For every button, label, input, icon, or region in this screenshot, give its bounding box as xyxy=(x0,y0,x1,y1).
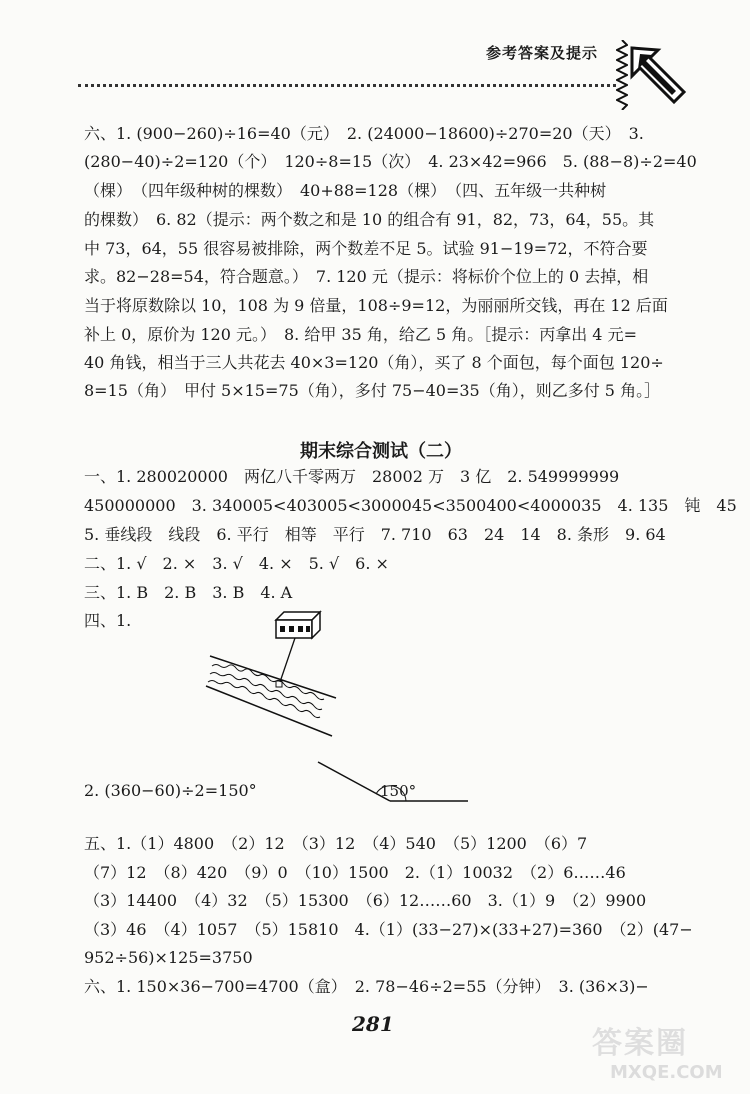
part-2-line: 二、1. √ 2. × 3. √ 4. × 5. √ 6. × xyxy=(84,554,389,573)
page-number: 281 xyxy=(352,1012,394,1036)
house-icon xyxy=(276,612,320,638)
section-6-line: 求。82−28=54，符合题意。） 7. 120 元（提示：将标价个位上的 0 去掉，相 xyxy=(84,267,649,286)
part-1-line: 一、1. 280020000 两亿八千零两万 28002 万 3 亿 2. 549999999 xyxy=(84,467,620,486)
header-divider xyxy=(78,84,616,87)
part-5-line: 五、1.（1）4800 （2）12 （3）12 （4）540 （5）1200 （6）7 xyxy=(84,834,588,853)
part-6-line: 六、1. 150×36−700=4700（盒） 2. 78−46÷2=55（分钟） 3. (36×3)− xyxy=(84,977,649,996)
part-4-label: 四、1. xyxy=(84,611,132,630)
exam-title: 期末综合测试（二） xyxy=(300,441,462,462)
part-1-line: 5. 垂线段 线段 6. 平行 相等 平行 7. 710 63 24 14 8. 条形 9. 64 xyxy=(84,525,666,544)
section-6-line: 8=15（角） 甲付 5×15=75（角），多付 75−40=35（角），则乙多付 5 角。］ xyxy=(84,381,661,400)
section-6-line: 中 73，64，55 很容易被排除，两个数差不足 5。试验 91−19=72，不符合要 xyxy=(84,239,648,258)
section-6-line: 补上 0，原价为 120 元。） 8. 给甲 35 角，给乙 5 角。［提示：丙拿出 4 元= xyxy=(84,325,637,344)
section-6-line: 六、1. (900−260)÷16=40（元） 2. (24000−18600)÷270=20（天） 3. xyxy=(84,124,644,143)
part-4-q2: 2. (360−60)÷2=150° xyxy=(84,781,257,800)
part-5-line: （7）12 （8）420 （9）0 （10）1500 2.（1）10032 （2）6……46 xyxy=(84,863,626,882)
section-6-line: （棵） （四年级种树的棵数） 40+88=128（棵） （四、五年级一共种树 xyxy=(84,181,607,200)
section-6-line: 40 角钱，相当于三人共花去 40×3=120（角），买了 8 个面包，每个面包 120÷ xyxy=(84,353,664,372)
watermark-url: MXQE.COM xyxy=(610,1062,723,1083)
header-title: 参考答案及提示 xyxy=(486,44,599,62)
part-5-line: （3）14400 （4）32 （5）15300 （6）12……60 3.（1）9 （2）9900 xyxy=(84,891,647,910)
part-1-line: 450000000 3. 340005<403005<3000045<3500400<4000035 4. 135 钝 45 xyxy=(84,496,737,515)
section-6-line: (280−40)÷2=120（个） 120÷8=15（次） 4. 23×42=966 5. (88−8)÷2=40 xyxy=(84,152,697,171)
part-5-line: （3）46 （4）1057 （5）15810 4.（1）(33−27)×(33+27)=360 （2）(47− xyxy=(84,920,693,939)
river xyxy=(206,656,336,736)
house-river-figure xyxy=(200,606,340,746)
watermark-logo: 答案圈 xyxy=(592,1026,688,1061)
zigzag-ornament xyxy=(616,40,628,110)
angle-label: 150° xyxy=(380,782,417,800)
section-6-line: 当于将原数除以 10，108 为 9 倍量，108÷9=12，为丽丽所交钱，再在 12 后面 xyxy=(84,296,668,315)
part-3-line: 三、1. B 2. B 3. B 4. A xyxy=(84,583,293,602)
part-5-line: 952÷56)×125=3750 xyxy=(84,948,253,967)
section-6-line: 的棵数） 6. 82（提示：两个数之和是 10 的组合有 91，82，73，64，55。其 xyxy=(84,210,655,229)
arrow-icon xyxy=(628,44,688,108)
